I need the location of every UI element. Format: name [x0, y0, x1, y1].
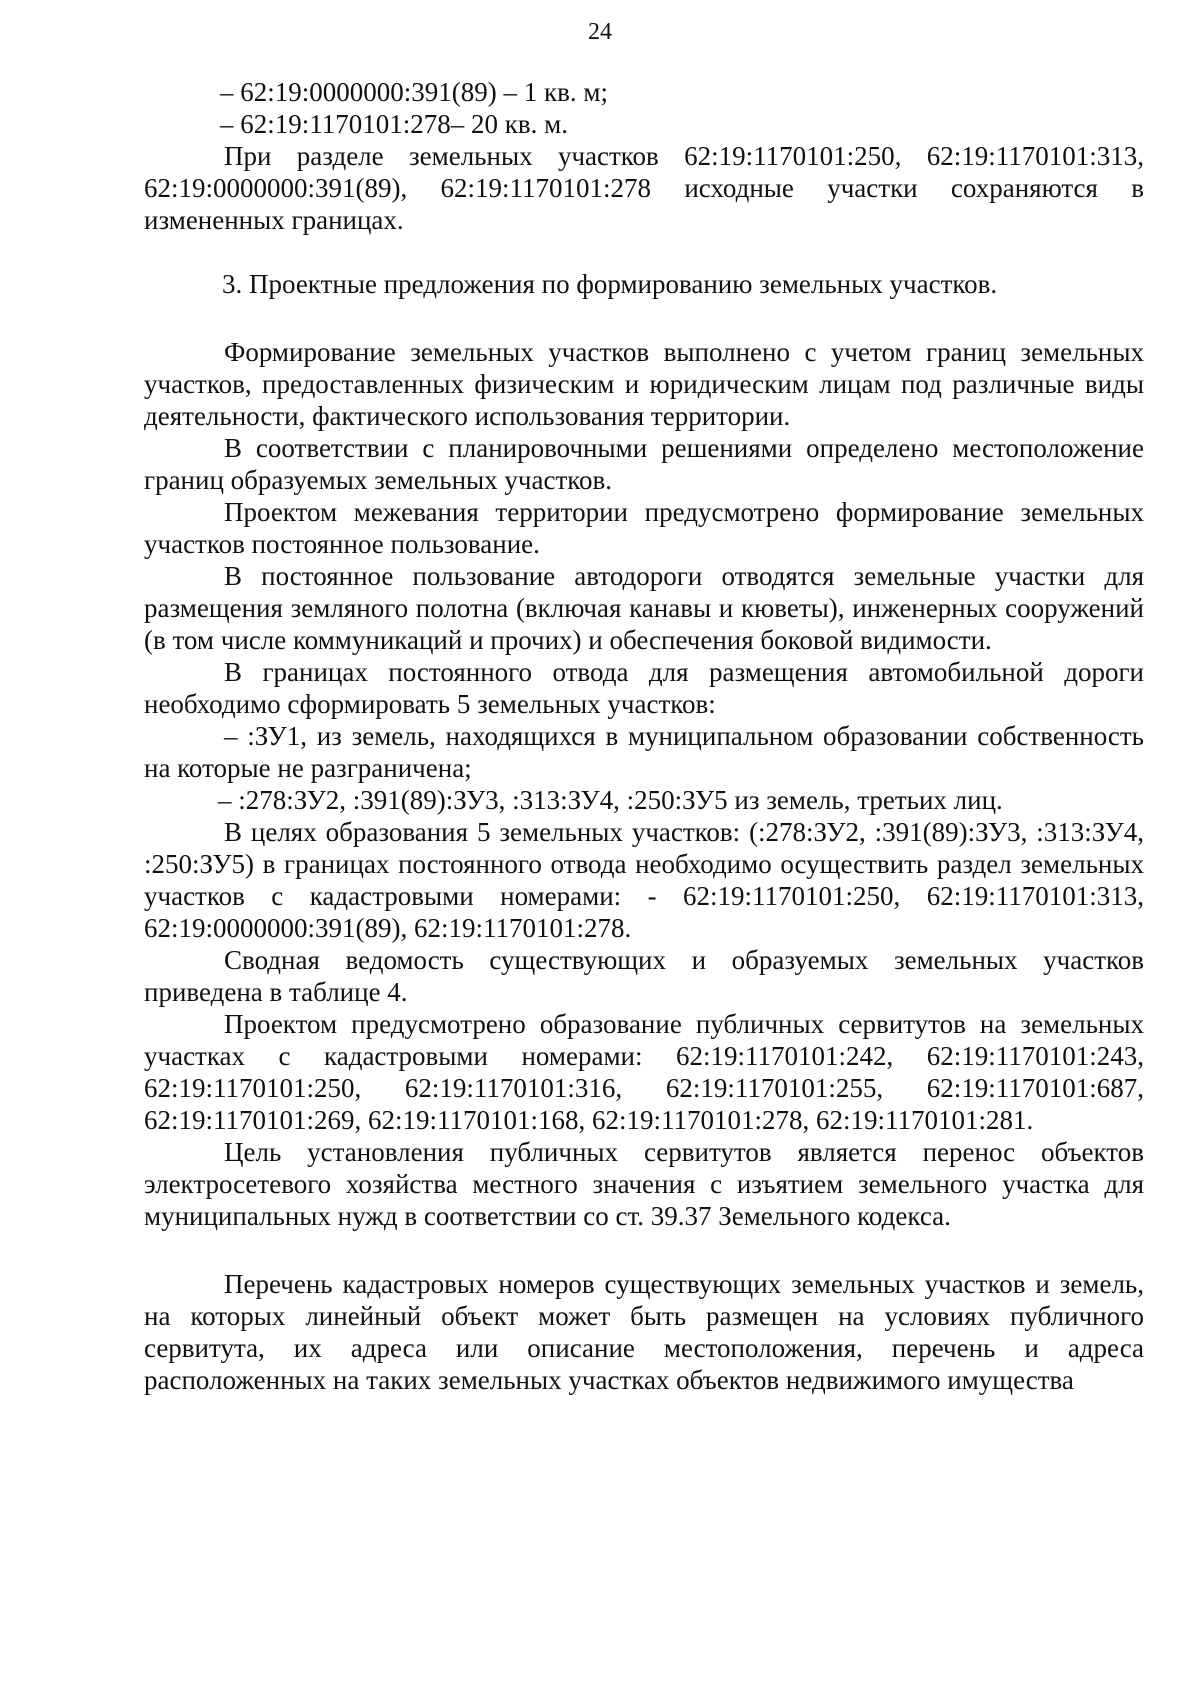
list-item: – 62:19:1170101:278– 20 кв. м.: [220, 109, 568, 139]
paragraph-summary-table-ref: Сводная ведомость существующих и образуемых земельных участков приведена в таблице 4.: [144, 945, 1144, 1007]
page-number: 24: [588, 19, 612, 45]
section-heading: 3. Проектные предложения по формированию земельных участков.: [222, 269, 998, 299]
spacer: [144, 1232, 1144, 1268]
spacer: [144, 236, 1144, 268]
spacer: [144, 300, 1144, 336]
list-item: – :ЗУ1, из земель, находящихся в муниципальном образовании собственность на которые не разграничена;: [144, 721, 1144, 783]
paragraph-easement-purpose: Цель установления публичных сервитутов является перенос объектов электросетевого хозяйства местного значения с изъятием земельного участка для муниципальных нужд в соответствии со ст. 39.37 Земельного кодекса.: [144, 1137, 1144, 1231]
document-body: [144, 76, 1144, 1396]
list-item: – 62:19:0000000:391(89) – 1 кв. м;: [220, 77, 608, 107]
paragraph-split-preservation: При разделе земельных участков 62:19:1170101:250, 62:19:1170101:313, 62:19:0000000:391(89), 62:19:1170101:278 исходные участки сохраняются в измененных границах.: [144, 141, 1144, 235]
paragraph-cadastral-list: Перечень кадастровых номеров существующих земельных участков и земель, на которых линейный объект может быть размещен на условиях публичного сервитута, их адреса или описание местоположения, перечень и адреса расположенных на таких земельных участках объектов недвижимого имущества: [144, 1269, 1144, 1395]
paragraph-permanent-allotment: В границах постоянного отвода для размещения автомобильной дороги необходимо сформировать 5 земельных участков:: [144, 657, 1144, 719]
paragraph-formation: Формирование земельных участков выполнено с учетом границ земельных участков, предоставленных физическим и юридическим лицам под различные виды деятельности, фактического использования территории.: [144, 337, 1144, 431]
paragraph-planning-decisions: В соответствии с планировочными решениями определено местоположение границ образуемых земельных участков.: [144, 433, 1144, 495]
paragraph-public-easements: Проектом предусмотрено образование публичных сервитутов на земельных участках с кадастровыми номерами: 62:19:1170101:242, 62:19:1170101:243, 62:19:1170101:250, 62:19:1170101:316, 62:19:1170101:255, 62:19:1170101:687, 62:19:1170101:269, 62:19:1170101:168, 62:19:1170101:278, 62:19:1170101:281.: [144, 1009, 1144, 1135]
paragraph-surveying-project: Проектом межевания территории предусмотрено формирование земельных участков постоянное пользование.: [144, 497, 1144, 559]
list-item: – :278:ЗУ2, :391(89):ЗУ3, :313:ЗУ4, :250:ЗУ5 из земель, третьих лиц.: [218, 785, 1003, 815]
paragraph-permanent-use: В постоянное пользование автодороги отводятся земельные участки для размещения земляного полотна (включая канавы и кюветы), инженерных сооружений (в том числе коммуникаций и прочих) и обеспечения боковой видимости.: [144, 561, 1144, 655]
paragraph-division-purpose: В целях образования 5 земельных участков: (:278:ЗУ2, :391(89):ЗУ3, :313:ЗУ4, :250:ЗУ5) в границах постоянного отвода необходимо осуществить раздел земельных участков с кадастровыми номерами: - 62:19:1170101:250, 62:19:1170101:313, 62:19:0000000:391(89), 62:19:1170101:278.: [144, 817, 1144, 943]
